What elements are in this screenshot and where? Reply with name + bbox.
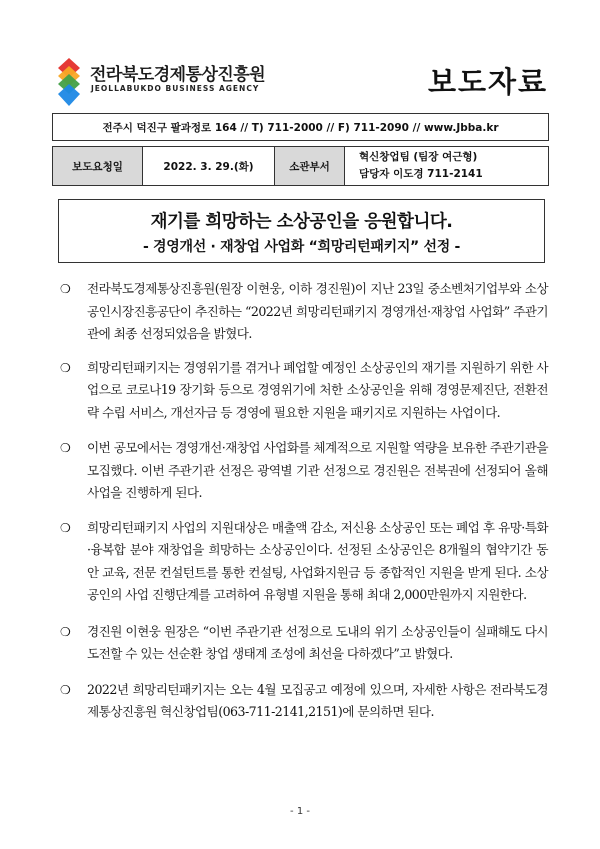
department-team: 혁신창업팀 (팀장 여근형) <box>359 151 478 163</box>
agency-logo-icon <box>58 58 80 106</box>
document-type-title: 보도자료 <box>427 65 548 99</box>
headline-subtitle: - 경영개선 · 재창업 사업화 “희망리턴패키지” 선정 - <box>142 239 461 255</box>
department-contact: 담당자 이도경 711-2141 <box>359 168 483 180</box>
paragraph-text: 전라북도경제통상진흥원(원장 이현웅, 이하 경진원)이 지난 23일 중소벤처기업부와 소상공인시장진흥공단이 추진하는 “2022년 희망리턴패키지 경영개선·재창업 사업화” 주관기관에 최종 선정되었음을 밝혔다. <box>87 281 548 341</box>
body-paragraph <box>60 278 548 346</box>
department-details <box>345 147 548 185</box>
bullet-circle-icon: ❍ <box>60 520 71 535</box>
bullet-circle-icon: ❍ <box>60 282 71 296</box>
bullet-circle-icon: ❍ <box>60 682 71 697</box>
release-info-table <box>52 146 549 186</box>
request-date-value: 2022. 3. 29.(화) <box>143 147 275 185</box>
headline-box <box>58 199 545 263</box>
contact-info-bar <box>52 113 549 141</box>
department-label: 소관부서 <box>275 147 345 185</box>
request-date-label: 보도요청일 <box>53 147 143 185</box>
paragraph-text: 희망리턴패키지 사업의 지원대상은 매출액 감소, 저신용 소상공인 또는 폐업 후 유망·특화·융복합 분야 재창업을 희망하는 소상공인이다. 선정된 소상공인은 8개월의 협약기간 동안 교육, 전문 컨설턴트를 통한 컨설팅, 사업화지원금 등 종합적인 지원을 받게 된다. 소상공인의 사업 진행단계를 고려하여 유형별 지원을 통해 최대 2,000만원까지 지원한다. <box>87 519 548 602</box>
body-paragraph <box>60 679 548 724</box>
headline-title: 재기를 희망하는 소상공인을 응원합니다. <box>150 212 453 232</box>
bullet-circle-icon: ❍ <box>60 441 71 455</box>
body-bullets <box>60 278 548 736</box>
body-paragraph <box>60 437 548 505</box>
contact-line: 전주시 덕진구 팔과정로 164 // T) 711-2000 // F) 711-2090 // www.Jbba.kr <box>102 121 499 134</box>
paragraph-text: 경진원 이현웅 원장은 “이번 주관기관 선정으로 도내의 위기 소상공인들이 실패해도 다시 도전할 수 있는 선순환 창업 생태계 조성에 최선을 다하겠다”고 밝혔다. <box>87 623 548 661</box>
bullet-circle-icon: ❍ <box>60 624 71 639</box>
body-paragraph <box>60 357 548 425</box>
paragraph-text: 희망리턴패키지는 경영위기를 겪거나 폐업할 예정인 소상공인의 재기를 지원하기 위한 사업으로 코로나19 장기화 등으로 경영위기에 처한 소상공인을 위해 경영문제진단, 전환전략 수립 서비스, 개선자금 등 경영에 필요한 지원을 패키지로 지원하는 사업이다. <box>87 359 548 420</box>
org-name-english: JEOLLABUKDO BUSINESS AGENCY <box>91 84 260 93</box>
body-paragraph <box>60 517 548 607</box>
body-paragraph <box>60 621 548 666</box>
paragraph-text: 2022년 희망리턴패키지는 오는 4월 모집공고 예정에 있으며, 자세한 사항은 전라북도경제통상진흥원 혁신창업팀(063-711-2141,2151)에 문의하면 된다. <box>87 681 548 719</box>
page-number: - 1 - <box>290 806 310 817</box>
page-header <box>52 56 552 108</box>
org-name: 전라북도경제통상진흥원 <box>90 65 266 85</box>
paragraph-text: 이번 공모에서는 경영개선·재창업 사업화를 체계적으로 지원할 역량을 보유한 주관기관을 모집했다. 이번 주관기관 선정은 광역별 기관 선정으로 경진원은 전북권에 선정되어 올해 사업을 진행하게 된다. <box>87 440 548 500</box>
bullet-circle-icon: ❍ <box>60 360 71 375</box>
